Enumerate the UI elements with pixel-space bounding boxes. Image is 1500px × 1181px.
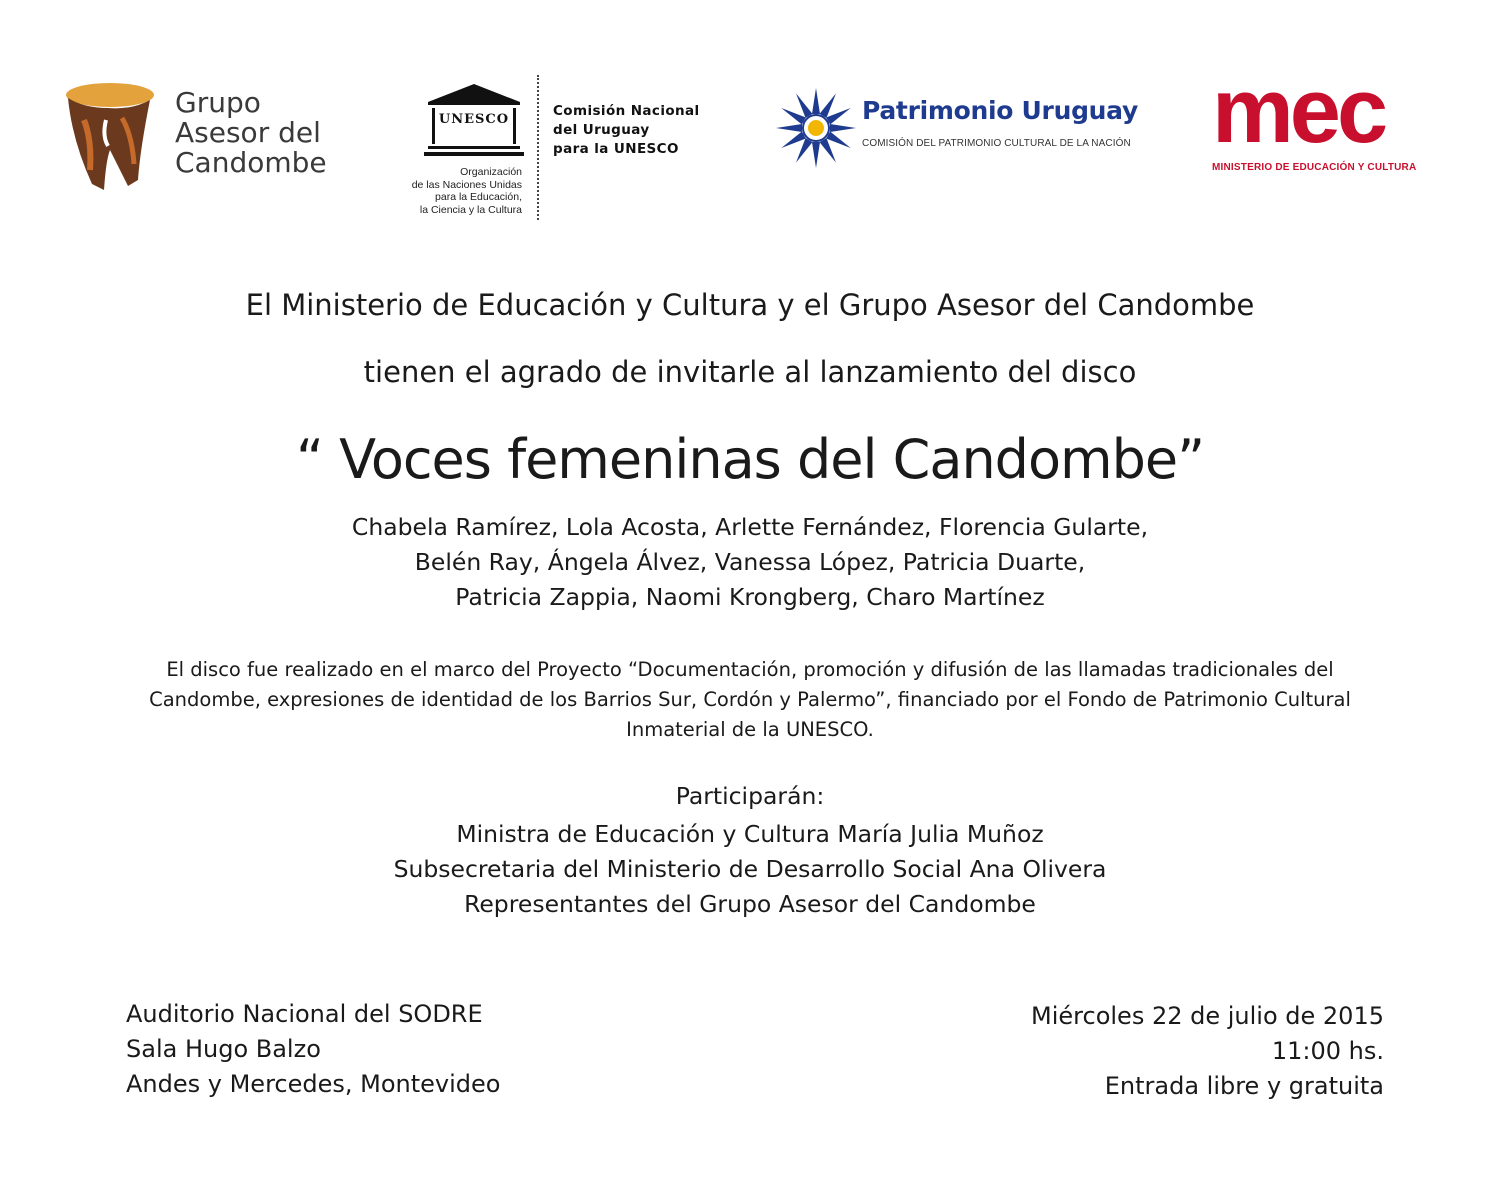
unesco-commission-text — [553, 102, 700, 159]
unesco-wordmark: UNESCO — [438, 112, 510, 127]
artists-list — [0, 510, 1500, 615]
sun-of-may-icon — [774, 86, 858, 170]
unesco-org-text — [382, 166, 522, 216]
unesco-org-line: Organización — [460, 166, 522, 178]
unesco-commission-line: Comisión Nacional — [553, 103, 700, 119]
album-title: “ Voces femeninas del Candombe” — [295, 428, 1205, 491]
artists-line: Belén Ray, Ángela Álvez, Vanessa López, Patricia Duarte, — [414, 548, 1086, 576]
patrimonio-title: Patrimonio Uruguay — [862, 96, 1138, 125]
invitation-line-1: El Ministerio de Educación y Cultura y el Grupo Asesor del Candombe — [245, 288, 1255, 322]
unesco-divider — [537, 75, 539, 220]
artists-line: Patricia Zappia, Naomi Krongberg, Charo Martínez — [455, 583, 1045, 611]
description-line: El disco fue realizado en el marco del Proyecto “Documentación, promoción y difusión de las llamadas tradicionales del — [166, 658, 1334, 681]
candombe-drum-icon — [62, 80, 162, 192]
event-time: 11:00 hs. — [1271, 1037, 1384, 1065]
gac-line-3: Candombe — [175, 146, 327, 179]
description-line: Candombe, expresiones de identidad de los Barrios Sur, Cordón y Palermo”, financiado por el Fondo de Patrimonio Cultural — [149, 688, 1351, 711]
patrimonio-subtitle: COMISIÓN DEL PATRIMONIO CULTURAL DE LA NACIÓN — [862, 138, 1131, 149]
event-date: Miércoles 22 de julio de 2015 — [1031, 1002, 1384, 1030]
artists-line: Chabela Ramírez, Lola Acosta, Arlette Fernández, Florencia Gularte, — [351, 513, 1149, 541]
schedule-block — [1031, 999, 1384, 1104]
unesco-commission-line: para la UNESCO — [553, 141, 679, 157]
participants-list — [0, 817, 1500, 922]
participant-item: Ministra de Educación y Cultura María Julia Muñoz — [456, 820, 1044, 848]
venue-name: Auditorio Nacional del SODRE — [126, 1000, 483, 1028]
venue-block — [126, 997, 500, 1102]
unesco-org-line: de las Naciones Unidas — [411, 178, 522, 191]
gac-logo-text — [175, 88, 327, 178]
mec-wordmark: mec — [1212, 60, 1385, 162]
gac-line-1: Grupo — [175, 86, 261, 119]
participants-heading: Participarán: — [675, 782, 825, 810]
project-description — [100, 655, 1400, 745]
venue-room: Sala Hugo Balzo — [126, 1035, 321, 1063]
invitation-line-2: tienen el agrado de invitarle al lanzamiento del disco — [363, 355, 1137, 389]
unesco-org-line: para la Educación, — [435, 191, 522, 203]
mec-subtitle: MINISTERIO DE EDUCACIÓN Y CULTURA — [1212, 162, 1417, 173]
gac-line-2: Asesor del — [175, 116, 321, 149]
venue-address: Andes y Mercedes, Montevideo — [126, 1070, 501, 1098]
unesco-commission-line: del Uruguay — [553, 122, 650, 138]
event-entry: Entrada libre y gratuita — [1104, 1072, 1384, 1100]
unesco-org-line: la Ciencia y la Cultura — [419, 203, 522, 216]
participant-item: Representantes del Grupo Asesor del Candombe — [464, 890, 1036, 918]
participant-item: Subsecretaria del Ministerio de Desarrollo Social Ana Olivera — [393, 855, 1107, 883]
description-line: Inmaterial de la UNESCO. — [626, 718, 874, 741]
